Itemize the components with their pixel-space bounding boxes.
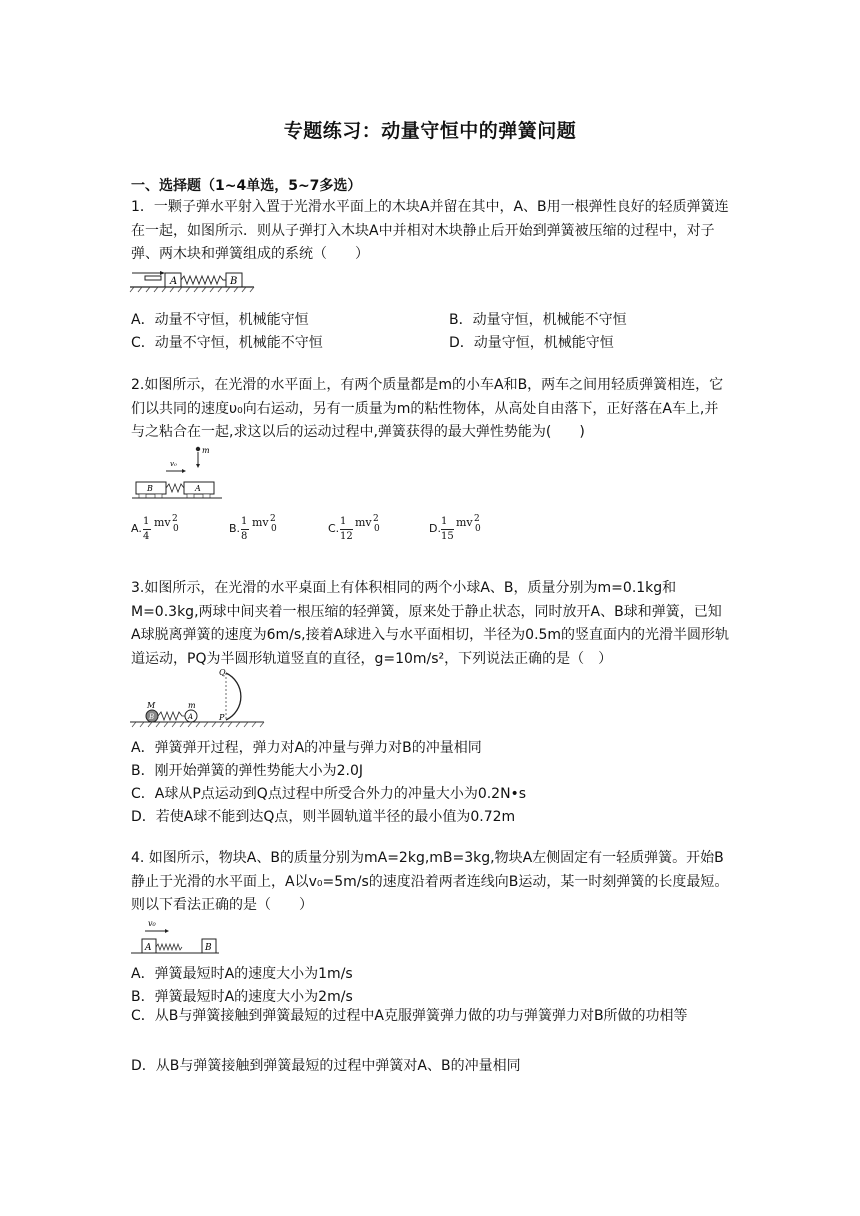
q2-figure [132,444,224,502]
page-title: 专题练习：动量守恒中的弹簧问题 [283,120,577,142]
q2-option-a: A. 1 4 mv 2 0 [131,514,179,542]
point-p-label: P [219,713,225,722]
spring-shape [181,276,226,284]
spring-shape [166,484,184,492]
mass-big-label: M [147,701,156,710]
block-a-label: A [145,943,152,953]
block-a-label: A [170,276,178,287]
section-heading: 一、选择题（1~4单选，5~7多选） [131,178,362,194]
semicircle-track-shape [226,673,241,720]
point-q-label: Q [219,668,226,677]
wheels [139,494,210,498]
ground-hatch [132,722,264,727]
velocity-label: v₀ [170,460,177,468]
q4-figure [131,918,221,956]
bullet-shape [145,276,161,280]
q3-figure [130,666,270,732]
q4-option-c: C．从B与弹簧接触到弹簧最短的过程中A克服弹簧弹力做的功与弹簧弹力对B所做的功相等 [131,1008,688,1024]
block-b-label: B [205,943,212,953]
spring-shape [158,712,185,720]
q4-stem: 4. 如图所示，物块A、B的质量分别为mA=2kg,mB=3kg,物块A左侧固定有一轻质弹簧。开始B静止于光滑的水平面上，A以v₀=5m/s的速度沿着两者连线向B运动，某一时刻弹簧的长度最短。则以下看法正确的是（ ） [131,850,729,913]
q3-option-b: B．刚开始弹簧的弹性势能大小为2.0J [131,763,363,779]
q3-option-d: D．若使A球不能到达Q点，则半圆轨道半径的最小值为0.72m [131,809,516,825]
cart-b-label: B [147,484,153,493]
q3-option-a: A．弹簧弹开过程，弹力对A的冲量与弹力对B的冲量相同 [131,740,482,756]
ground-hatch [130,287,254,292]
q1-figure [130,270,258,296]
q2-option-c: C. 1 12 mv 2 0 [328,514,380,542]
q3-option-c: C．A球从P点运动到Q点过程中所受合外力的冲量大小为0.2N•s [131,786,527,802]
spring-shape [156,944,182,950]
q4-option-a: A．弹簧最短时A的速度大小为1m/s [131,966,353,982]
cart-a-label: A [195,484,201,493]
q2-option-d: D. 1 15 mv 2 0 [429,514,481,542]
ball-b-label: B [149,713,155,721]
q1-option-c: C．动量不守恒，机械能不守恒 [131,335,323,351]
velocity-label: v₀ [148,919,156,928]
q2-stem: 2.如图所示，在光滑的水平面上，有两个质量都是m的小车A和B，两车之间用轻质弹簧相连，它们以共同的速度υ₀向右运动，另有一质量为m的粘性物体，从高处自由落下，正好落在A车上,并与之粘合在一起,求这以后的运动过程中,弹簧获得的最大弹性势能为( ) [131,377,724,440]
ball-a-label: A [188,713,194,721]
mass-label: m [202,446,210,455]
q4-option-b: B．弹簧最短时A的速度大小为2m/s [131,989,353,1005]
q1-option-a: A．动量不守恒，机械能守恒 [131,312,309,328]
block-b-label: B [230,276,238,287]
q3-stem: 3.如图所示，在光滑的水平桌面上有体积相同的两个小球A、B，质量分别为m=0.1kg和M=0.3kg,两球中间夹着一根压缩的轻弹簧，原来处于静止状态，同时放开A、B球和弹簧，已知A球脱离弹簧的速度为6m/s,接着A球进入与水平面相切，半径为0.5m的竖直面内的光滑半圆形轨道运动，PQ为半圆形轨道竖直的直径，g=10m/s²，下列说法正确的是（ ） [131,580,730,667]
q1-option-d: D．动量守恒，机械能守恒 [449,335,614,351]
q4-option-d: D．从B与弹簧接触到弹簧最短的过程中弹簧对A、B的冲量相同 [131,1058,521,1074]
mass-small-label: m [188,701,196,710]
q1-option-b: B．动量守恒，机械能不守恒 [449,312,627,328]
q2-option-b: B. 1 8 mv 2 0 [229,514,277,542]
q1-stem: 1．一颗子弹水平射入置于光滑水平面上的木块A并留在其中，A、B用一根弹性良好的轻质弹簧连在一起，如图所示．则从子弹打入木块A中并相对木块静止后开始到弹簧被压缩的过程中，对子弹、两木块和弹簧组成的系统（ ） [131,199,729,262]
falling-mass-shape [196,447,200,451]
